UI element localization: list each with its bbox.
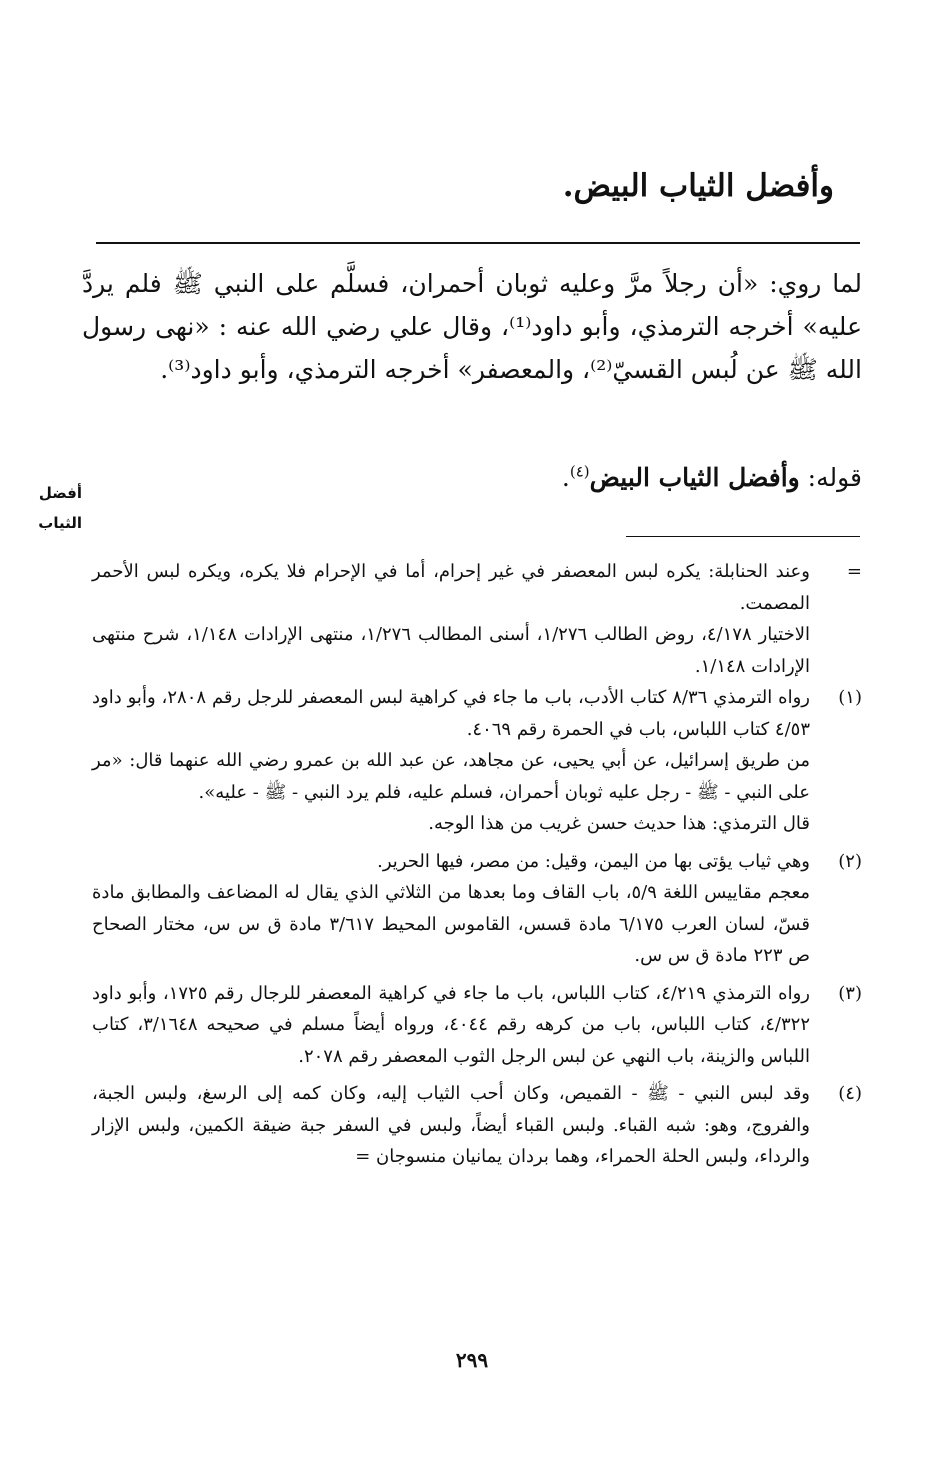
footnote-4 [92, 1078, 862, 1173]
footnote-paragraph: وقد لبس النبي - ﷺ - القميص، وكان أحب الثياب إليه، وكان كمه إلى الرسغ، ولبس الجبة، والفروج، وهو: شبه القباء. ولبس القباء أيضاً، ولبس في السفر جبة ضيقة الكمين، ولبس الإزار والرداء، ولبس الحلة الحمراء، وهما بردان يمانيان منسوجان = [92, 1083, 810, 1167]
heading-divider [96, 242, 860, 244]
footnote-paragraph: رواه الترمذي ٨/٣٦ كتاب الأدب، باب ما جاء في كراهية لبس المعصفر للرجل رقم ٢٨٠٨، وأبو داود ٤/٥٣ كتاب اللباس، باب في الحمرة رقم ٤٠٦٩. [92, 687, 810, 740]
footnote-paragraph: قال الترمذي: هذا حديث حسن غريب من هذا الوجه. [428, 813, 810, 834]
footnote-2 [92, 846, 862, 972]
qawluhu-suffix: . [561, 463, 570, 492]
footnote-paragraph: وعند الحنابلة: يكره لبس المعصفر في غير إحرام، أما في الإحرام فلا يكره، ويكره لبس الأحمر المصمت. [92, 561, 810, 614]
qawluhu-line [562, 463, 862, 492]
margin-note-line: الثياب [38, 514, 82, 532]
footnote-number: (٣) [838, 982, 862, 1004]
body-paragraph: لما روي: «أن رجلاً مرَّ وعليه ثوبان أحمران، فسلَّم على النبي ﷺ فلم يردَّ عليه» أخرجه الترمذي، وأبو داود⁽¹⁾، وقال علي رضي الله عنه : «نهى رسول الله ﷺ عن لُبس القسيّ⁽²⁾، والمعصفر» أخرجه الترمذي، وأبو داود⁽³⁾. [82, 269, 862, 384]
footnote-number: (٢) [838, 850, 862, 872]
footnote-number: (٤) [838, 1083, 862, 1104]
footnote-3 [92, 978, 862, 1073]
main-text [82, 262, 862, 391]
footnotes [92, 556, 862, 1173]
page-number: ٢٩٩ [455, 1348, 489, 1372]
footnote-paragraph: وهي ثياب يؤتى بها من اليمن، وقيل: من مصر، فيها الحرير. [377, 850, 810, 872]
qawluhu-text: وأفضل الثياب البيض [589, 463, 800, 492]
section-heading: وأفضل الثياب البيض. [562, 168, 834, 204]
qawluhu-prefix: قوله: [799, 463, 862, 492]
footnote-divider [626, 536, 860, 537]
footnote-number: (١) [838, 687, 862, 708]
margin-note-line: أفضل [38, 484, 82, 502]
continuation-mark: = [846, 561, 862, 582]
footnote-ref: (٤) [569, 462, 590, 481]
footnote-1 [92, 682, 862, 840]
footnote-paragraph: معجم مقاييس اللغة ٥/٩، باب القاف وما بعدها من الثلاثي الذي يقال له المضاعف والمطابق مادة قسّ، لسان العرب ٦/١٧٥ مادة قسس، القاموس المحيط ٣/٦١٧ مادة ق س س، مختار الصحاح ص ٢٢٣ مادة ق س س. [92, 882, 810, 966]
footnote-paragraph: من طريق إسرائيل، عن أبي يحيى، عن مجاهد، عن عبد الله بن عمرو رضي الله عنهما قال: «مر على النبي - ﷺ - رجل عليه ثوبان أحمران، فسلم عليه، فلم يرد النبي - ﷺ - عليه». [92, 750, 810, 803]
margin-note [2, 478, 82, 538]
footnote-continuation [92, 556, 862, 682]
footnote-paragraph: رواه الترمذي ٤/٢١٩، كتاب اللباس، باب ما جاء في كراهية المعصفر للرجال رقم ١٧٢٥، وأبو داود ٤/٣٢٢، كتاب اللباس، باب من كرهه رقم ٤٠٤٤، ورواه أيضاً مسلم في صحيحه ٣/١٦٤٨، كتاب اللباس والزينة، باب النهي عن لبس الرجل الثوب المعصفر رقم ٢٠٧٨. [92, 982, 810, 1067]
footnote-paragraph: الاختيار ٤/١٧٨، روض الطالب ١/٢٧٦، أسنى المطالب ١/٢٧٦، منتهى الإرادات ١/١٤٨، شرح منتهى الإرادات ١/١٤٨. [92, 624, 810, 677]
